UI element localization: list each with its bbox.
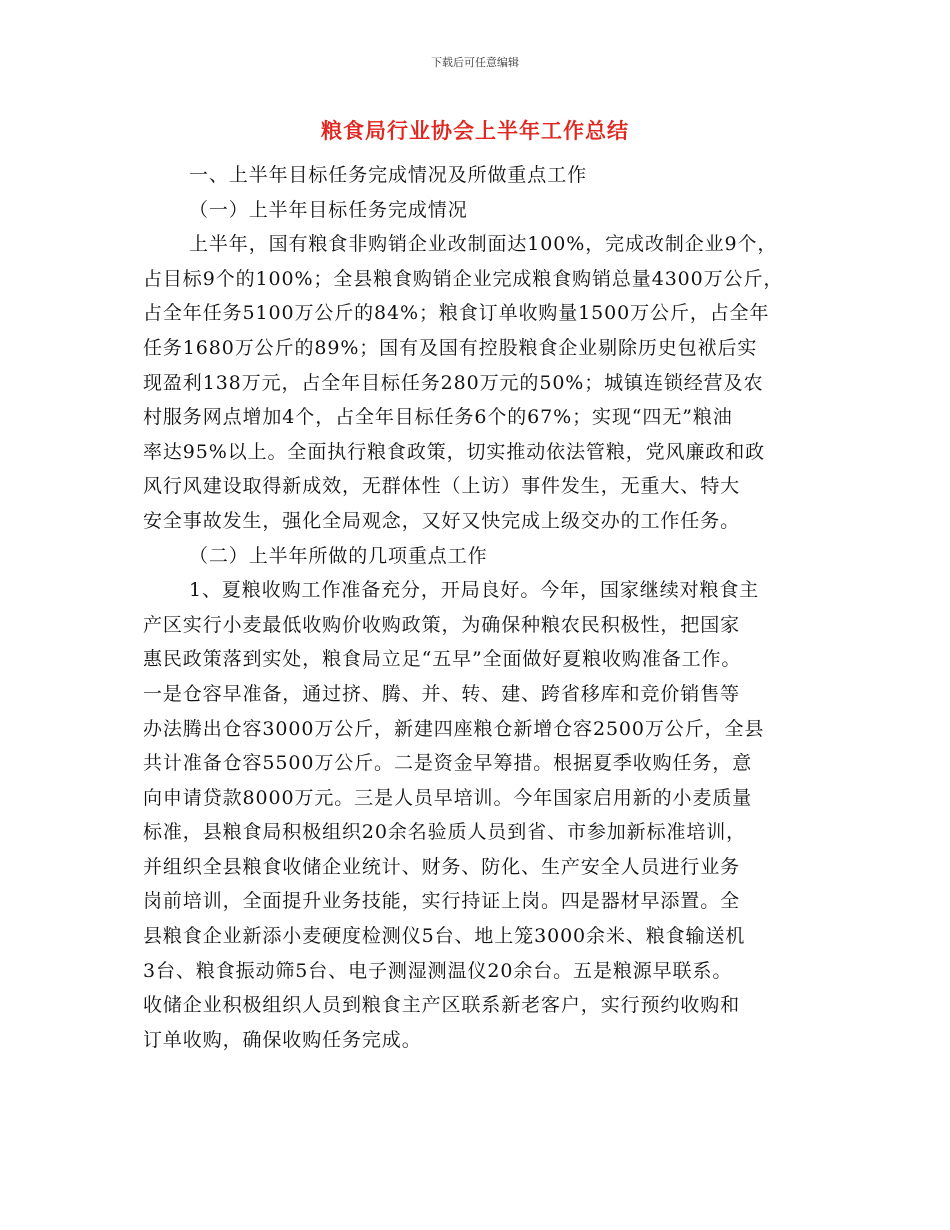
paragraph-line: 风行风建设取得新成效，无群体性（上访）事件发生，无重大、特大 [143, 475, 741, 498]
subsection-heading: （一）上半年目标任务完成情况 [189, 198, 468, 221]
paragraph-line: 产区实行小麦最低收购价收购政策，为确保种粮农民积极性，把国家 [143, 613, 741, 636]
document-title: 粮食局行业协会上半年工作总结 [321, 119, 629, 143]
paragraph-line: 安全事故发生，强化全局观念，又好又快完成上级交办的工作任务。 [143, 509, 741, 532]
paragraph-line: 收储企业积极组织人员到粮食主产区联系新老客户，实行预约收购和 [143, 994, 741, 1017]
paragraph-line: 惠民政策落到实处，粮食局立足“五早”全面做好夏粮收购准备工作。 [143, 648, 742, 671]
paragraph-line: 一是仓容早准备，通过挤、腾、并、转、建、跨省移库和竞价销售等 [143, 682, 741, 705]
paragraph-line: 率达95%以上。全面执行粮食政策，切实推动依法管粮，党风廉政和政 [143, 440, 766, 463]
paragraph-line: 共计准备仓容5500万公斤。二是资金早筹措。根据夏季收购任务，意 [143, 752, 753, 775]
paragraph-line: 占全年任务5100万公斤的84%；粮食订单收购量1500万公斤，占全年 [143, 302, 770, 325]
section-heading: 一、上半年目标任务完成情况及所做重点工作 [189, 164, 588, 186]
paragraph-line: 县粮食企业新添小麦硬度检测仪5台、地上笼3000余米、粮食输送机 [143, 925, 746, 948]
paragraph-line: 上半年，国有粮食非购销企业改制面达100%，完成改制企业9个， [189, 233, 778, 256]
paragraph-line: 并组织全县粮食收储企业统计、财务、防化、生产安全人员进行业务 [143, 855, 741, 878]
paragraph-line: 办法腾出仓容3000万公斤，新建四座粮仓新增仓容2500万公斤，全县 [143, 717, 765, 740]
header-note: 下载后可任意编辑 [431, 56, 519, 69]
paragraph-line: 占目标9个的100%；全县粮食购销企业完成粮食购销总量4300万公斤， [143, 267, 784, 290]
subsection-heading: （二）上半年所做的几项重点工作 [189, 544, 488, 567]
paragraph-line: 任务1680万公斤的89%；国有及国有控股粮食企业剔除历史包袱后实 [143, 336, 758, 359]
paragraph-line: 1、夏粮收购工作准备充分，开局良好。今年，国家继续对粮食主 [189, 579, 760, 602]
paragraph-line: 3台、粮食振动筛5台、电子测湿测温仪20余台。五是粮源早联系。 [143, 959, 733, 982]
paragraph-line: 订单收购，确保收购任务完成。 [143, 1028, 422, 1051]
document-body [143, 158, 813, 1057]
paragraph-line: 岗前培训，全面提升业务技能，实行持证上岗。四是器材早添置。全 [143, 890, 741, 913]
paragraph-line: 现盈利138万元，占全年目标任务280万元的50%；城镇连锁经营及农 [143, 371, 764, 394]
paragraph-line: 向申请贷款8000万元。三是人员早培训。今年国家启用新的小麦质量 [143, 786, 753, 809]
paragraph-line: 村服务网点增加4个，占全年目标任务6个的67%；实现“四无”粮油 [143, 406, 733, 429]
paragraph-line: 标准，县粮食局积极组织20余名验质人员到省、市参加新标准培训， [143, 821, 747, 844]
